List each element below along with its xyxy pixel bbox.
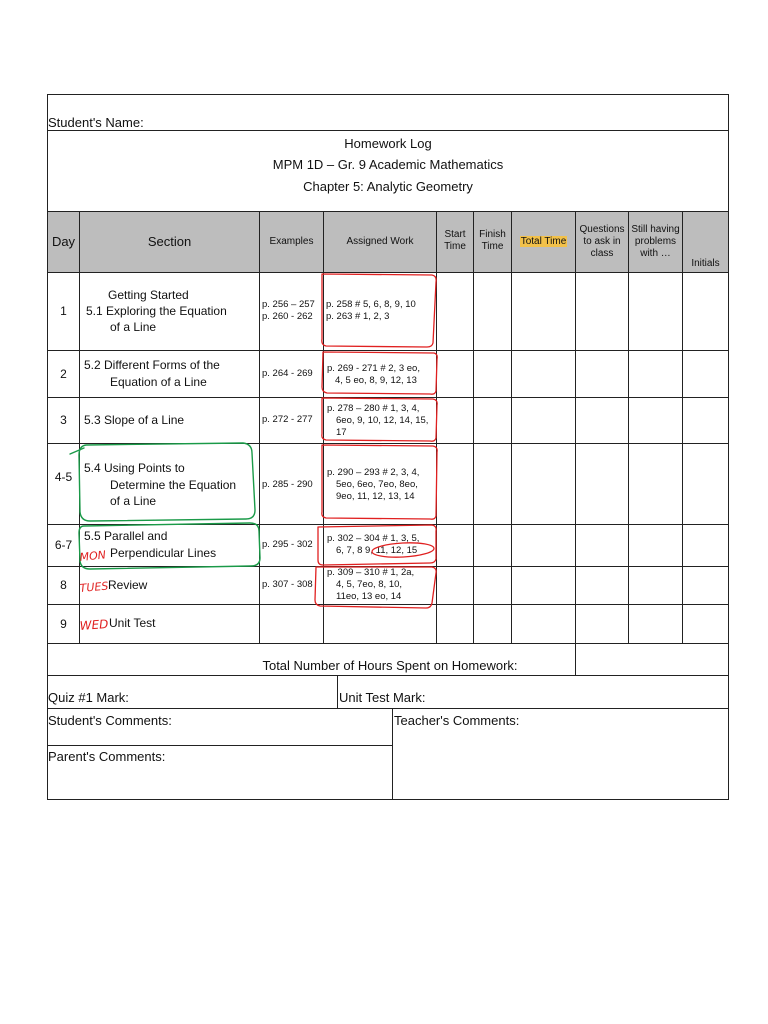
assigned-cell: p. 278 – 280 # 1, 3, 4, — [327, 403, 420, 414]
hline — [47, 443, 729, 444]
section-line: 5.1 Exploring the Equation — [86, 304, 227, 318]
vline — [323, 211, 324, 643]
assigned-cell: 9eo, 11, 12, 13, 14 — [336, 491, 415, 502]
section-line: Review — [108, 578, 148, 592]
header-questions-2: to ask in — [583, 236, 621, 247]
assigned-cell: 5eo, 6eo, 7eo, 8eo, — [336, 479, 418, 490]
day-cell: 1 — [60, 304, 67, 318]
hline — [47, 708, 729, 709]
hline — [47, 524, 729, 525]
header-assigned: Assigned Work — [346, 236, 414, 247]
assigned-cell: 4, 5, 7eo, 8, 10, — [336, 579, 403, 590]
examples-cell: p. 264 - 269 — [262, 368, 313, 379]
hline — [47, 643, 729, 644]
assigned-cell: p. 302 – 304 # 1, 3, 5, — [327, 533, 420, 544]
section-line: 5.4 Using Points to — [84, 461, 185, 475]
assigned-cell: p. 290 – 293 # 2, 3, 4, — [327, 467, 420, 478]
header-total-time — [512, 236, 575, 248]
vline — [79, 211, 80, 643]
day-cell: 3 — [60, 413, 67, 427]
vline — [682, 211, 683, 643]
frame-bottom — [47, 799, 729, 800]
hline — [47, 272, 729, 273]
assigned-cell: 17 — [336, 427, 347, 438]
header-examples: Examples — [269, 236, 314, 247]
frame-top — [47, 94, 729, 95]
header-day: Day — [51, 234, 76, 249]
section-line: Determine the Equation — [110, 478, 237, 492]
section-line: 5.3 Slope of a Line — [84, 413, 185, 427]
hline — [47, 604, 729, 605]
title-line-1: Homework Log — [344, 136, 432, 151]
frame-right — [728, 94, 729, 800]
header-section: Section — [147, 234, 192, 249]
hline — [47, 350, 729, 351]
title-line-2: MPM 1D – Gr. 9 Academic Mathematics — [272, 157, 504, 172]
vline — [259, 211, 260, 643]
header-start-1: Start — [444, 229, 466, 240]
vline — [337, 675, 338, 708]
teacher-comments-label: Teacher's Comments: — [394, 713, 520, 728]
assigned-cell: p. 269 - 271 # 2, 3 eo, — [327, 363, 420, 374]
assigned-cell: p. 309 – 310 # 1, 2a, — [327, 567, 415, 578]
day-cell: 2 — [60, 367, 67, 381]
examples-cell: p. 295 - 302 — [262, 539, 313, 550]
examples-cell: p. 272 - 277 — [262, 414, 313, 425]
examples-cell: p. 285 - 290 — [262, 479, 313, 490]
unit-test-mark-label: Unit Test Mark: — [339, 690, 426, 705]
assigned-cell: 11eo, 13 eo, 14 — [336, 591, 402, 602]
highlighted-text: Total Time — [520, 236, 567, 247]
vline — [436, 211, 437, 643]
header-questions-1: Questions — [579, 224, 625, 235]
section-line: Unit Test — [109, 616, 156, 630]
handwriting-wed: WED — [79, 617, 109, 633]
hline — [47, 211, 729, 212]
section-line: 5.5 Parallel and — [84, 529, 168, 543]
header-start-2: Time — [444, 241, 466, 252]
quiz-mark-label: Quiz #1 Mark: — [48, 690, 129, 705]
hline — [47, 130, 729, 131]
day-cell: 4-5 — [54, 470, 73, 484]
header-questions-3: class — [590, 248, 614, 259]
assigned-cell: p. 258 # 5, 6, 8, 9, 10 — [326, 299, 416, 310]
section-line: Getting Started — [108, 288, 189, 302]
section-line: of a Line — [110, 320, 157, 334]
examples-cell: p. 260 - 262 — [262, 311, 313, 322]
assigned-cell: 6eo, 9, 10, 12, 14, 15, — [336, 415, 429, 426]
total-hours-label: Total Number of Hours Spent on Homework: — [262, 658, 518, 673]
header-finish-1: Finish — [479, 229, 506, 240]
assigned-cell: 4, 5 eo, 8, 9, 12, 13 — [335, 375, 417, 386]
handwriting-tues: TUES — [79, 579, 109, 595]
day-cell: 8 — [60, 578, 67, 592]
vline — [392, 708, 393, 800]
section-line: Perpendicular Lines — [110, 546, 217, 560]
examples-cell: p. 307 - 308 — [262, 579, 313, 590]
vline — [473, 211, 474, 643]
header-finish-2: Time — [481, 241, 504, 252]
vline — [628, 211, 629, 643]
hline — [47, 745, 392, 746]
parent-comments-label: Parent's Comments: — [48, 749, 166, 764]
section-line: Equation of a Line — [110, 375, 207, 389]
assigned-cell: 6, 7, 8 9, 11, 12, 15 — [336, 545, 418, 556]
day-cell: 6-7 — [54, 538, 73, 552]
examples-cell: p. 256 – 257 — [262, 299, 315, 310]
hline — [47, 397, 729, 398]
header-still-1: Still having — [631, 224, 680, 235]
assigned-cell: p. 263 # 1, 2, 3 — [326, 311, 390, 322]
title-line-3: Chapter 5: Analytic Geometry — [303, 179, 473, 194]
handwriting-mon: MON — [78, 548, 107, 564]
student-name-label: Student's Name: — [48, 115, 144, 130]
header-still-3: with … — [640, 248, 671, 259]
header-initials: Initials — [691, 258, 720, 269]
day-cell: 9 — [60, 617, 67, 631]
green-stroke — [70, 448, 84, 454]
hline — [47, 675, 729, 676]
vline — [575, 211, 576, 675]
header-still-2: problems — [634, 236, 677, 247]
vline — [511, 211, 512, 643]
student-comments-label: Student's Comments: — [48, 713, 172, 728]
section-line: 5.2 Different Forms of the — [84, 358, 220, 372]
section-line: of a Line — [110, 494, 157, 508]
